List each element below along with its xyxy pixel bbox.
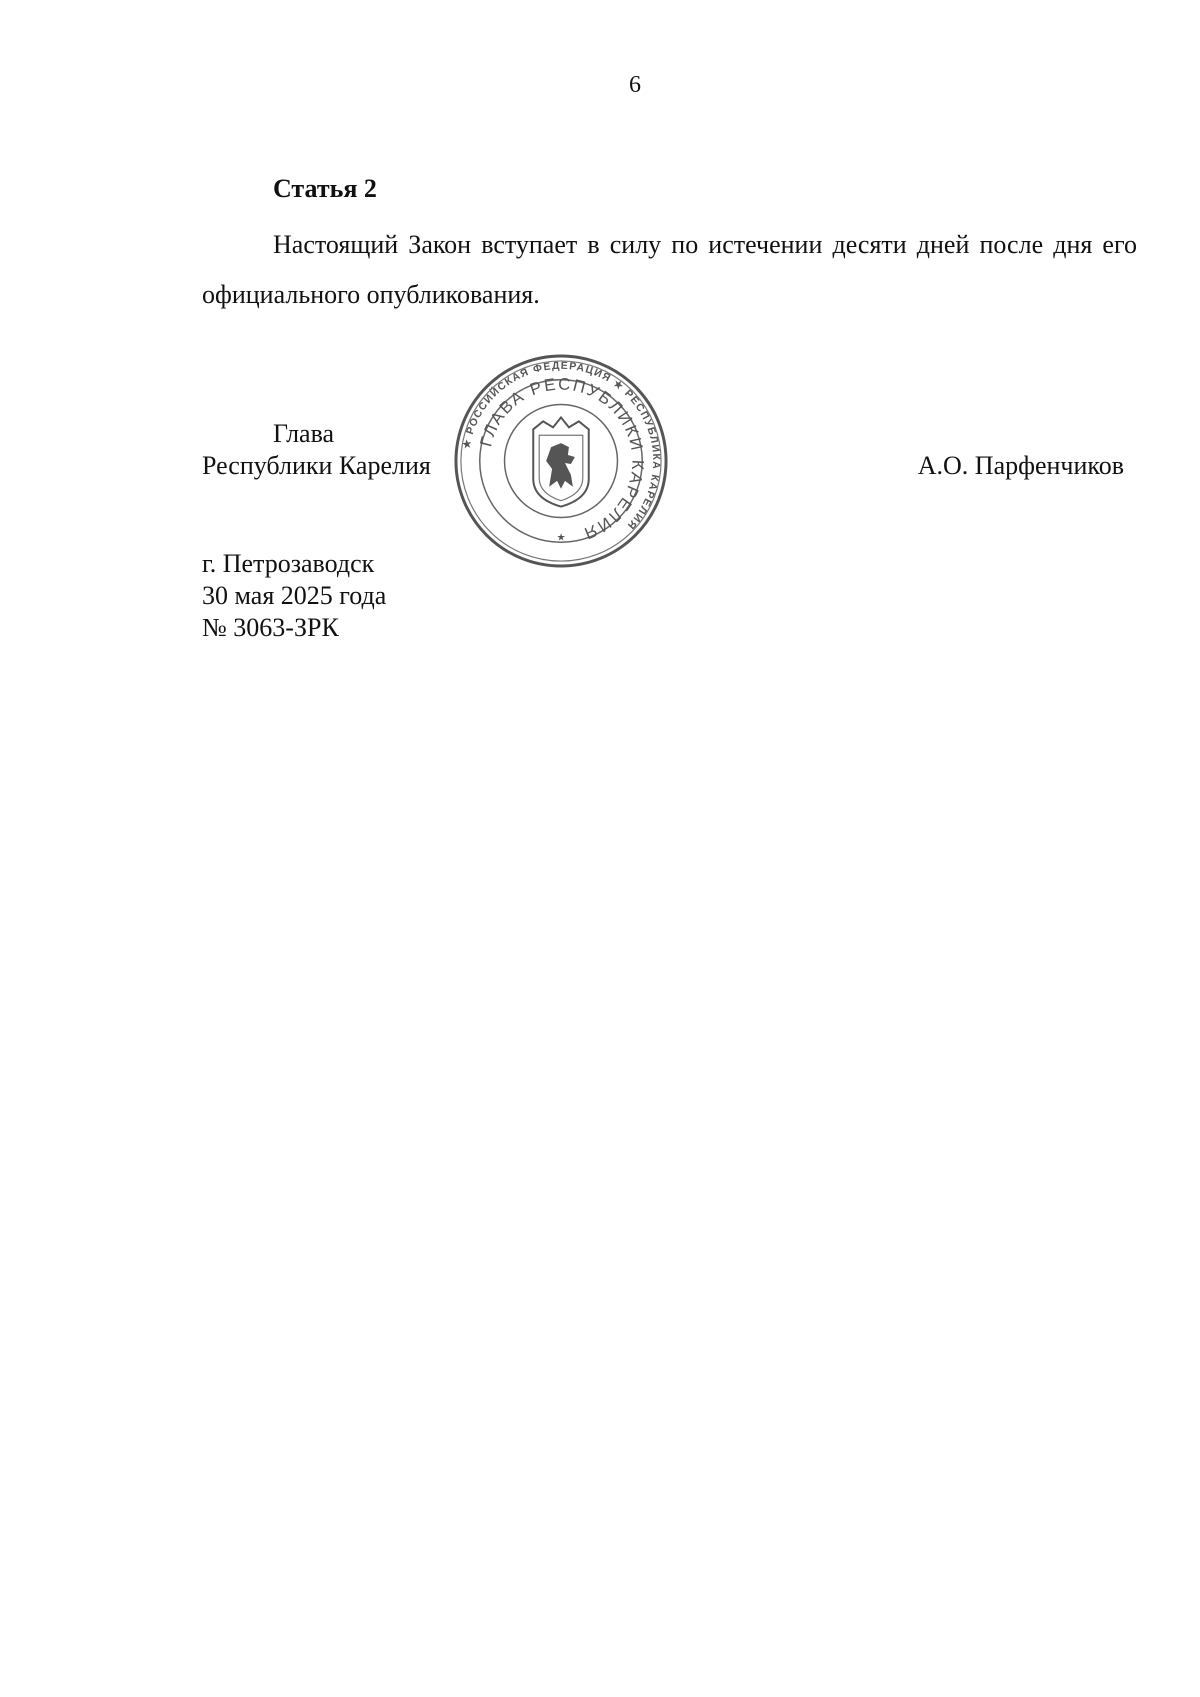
article-text: Настоящий Закон вступает в силу по истечении десяти дней после дня его официального опубликования. [202,230,1137,309]
place-date: 30 мая 2025 года [202,581,387,610]
page-number: 6 [629,72,641,98]
signature-title-line1: Глава [273,419,335,448]
signature-title-line2: Республики Карелия [202,451,431,480]
place-block [202,548,386,644]
place-city: г. Петрозаводск [202,549,375,578]
seal-inner-text: ГЛАВА РЕСПУБЛИКИ КАРЕЛИЯ [476,374,648,544]
article-title: Статья 2 [273,174,377,203]
coat-of-arms-icon [533,417,588,506]
official-seal [452,352,670,570]
seal-star-icon: ★ [556,532,566,544]
seal-outer-text: ★ РОССИЙСКАЯ ФЕДЕРАЦИЯ ★ РЕСПУБЛИКА КАРЕЛИЯ [461,360,662,532]
law-number: № 3063-ЗРК [202,613,339,642]
signer-name: А.О. Парфенчиков [917,451,1124,480]
